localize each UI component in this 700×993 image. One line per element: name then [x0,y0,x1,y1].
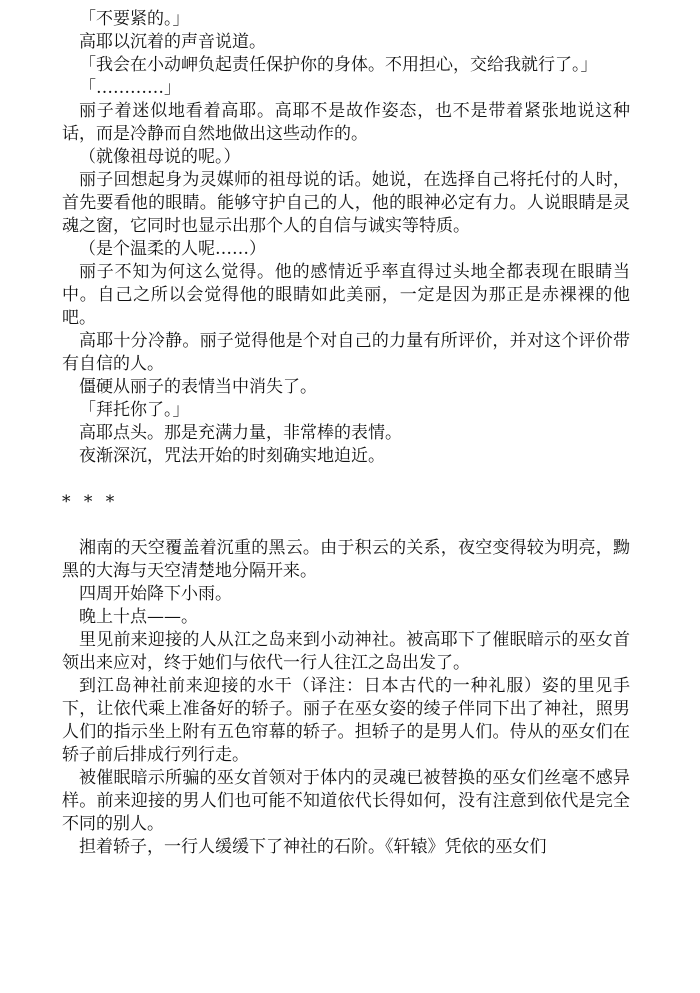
blank-line [62,514,630,537]
paragraph: 晚上十点——。 [79,607,198,627]
paragraph: 里见前来迎接的人从江之岛来到小动神社。被高耶下了催眠暗示的巫女首领出来应对，终于她们与依代一行人往江之岛出发了。 [62,630,630,673]
section-separator: * * * [62,492,119,512]
paragraph: 高耶点头。那是充满力量，非常棒的表情。 [79,423,402,443]
paragraph: 担着轿子，一行人缓缓下了神社的石阶。《轩辕》凭依的巫女们 [79,837,547,857]
paragraph: 丽子不知为何这么觉得。他的感情近乎率直得过头地全都表现在眼睛当中。自己之所以会觉得他的眼睛如此美丽，一定是因为那正是赤裸裸的他吧。 [62,262,630,328]
document-page [62,8,630,859]
paragraph: （就像祖母说的呢。） [79,147,241,167]
paragraph: 夜渐深沉，咒法开始的时刻确实地迫近。 [79,446,385,466]
paragraph: 被催眠暗示所骗的巫女首领对于体内的灵魂已被替换的巫女们丝毫不感异样。前来迎接的男人们也可能不知道依代长得如何，没有注意到依代是完全不同的别人。 [62,768,630,834]
paragraph: 高耶以沉着的声音说道。 [79,32,266,52]
paragraph: （是个温柔的人呢……） [79,239,266,259]
paragraph: 湘南的天空覆盖着沉重的黑云。由于积云的关系，夜空变得较为明亮，黝黑的大海与天空清楚地分隔开来。 [62,538,630,581]
paragraph: 「拜托你了。」 [79,400,190,420]
paragraph: 丽子回想起身为灵媒师的祖母说的话。她说，在选择自己将托付的人时，首先要看他的眼睛。能够守护自己的人，他的眼神必定有力。人说眼睛是灵魂之窗，它同时也显示出那个人的自信与诚实等特质。 [62,170,630,236]
blank-line [62,468,630,491]
paragraph: 丽子着迷似地看着高耶。高耶不是故作姿态，也不是带着紧张地说这种话，而是冷静而自然地做出这些动作的。 [62,101,630,144]
paragraph: 「我会在小动岬负起责任保护你的身体。不用担心，交给我就行了。」 [79,55,598,75]
paragraph: 「不要紧的。」 [79,9,190,29]
paragraph: 「…………」 [79,78,181,98]
paragraph: 四周开始降下小雨。 [79,584,232,604]
paragraph: 到江岛神社前来迎接的水干（译注：日本古代的一种礼服）姿的里见手下，让依代乘上准备好的轿子。丽子在巫女姿的绫子伴同下出了神社，照男人们的指示坐上附有五色帘幕的轿子。担轿子的是男人们。侍从的巫女们在轿子前后排成行列行走。 [62,676,630,765]
paragraph: 僵硬从丽子的表情当中消失了。 [79,377,317,397]
paragraph: 高耶十分冷静。丽子觉得他是个对自己的力量有所评价，并对这个评价带有自信的人。 [62,331,630,374]
